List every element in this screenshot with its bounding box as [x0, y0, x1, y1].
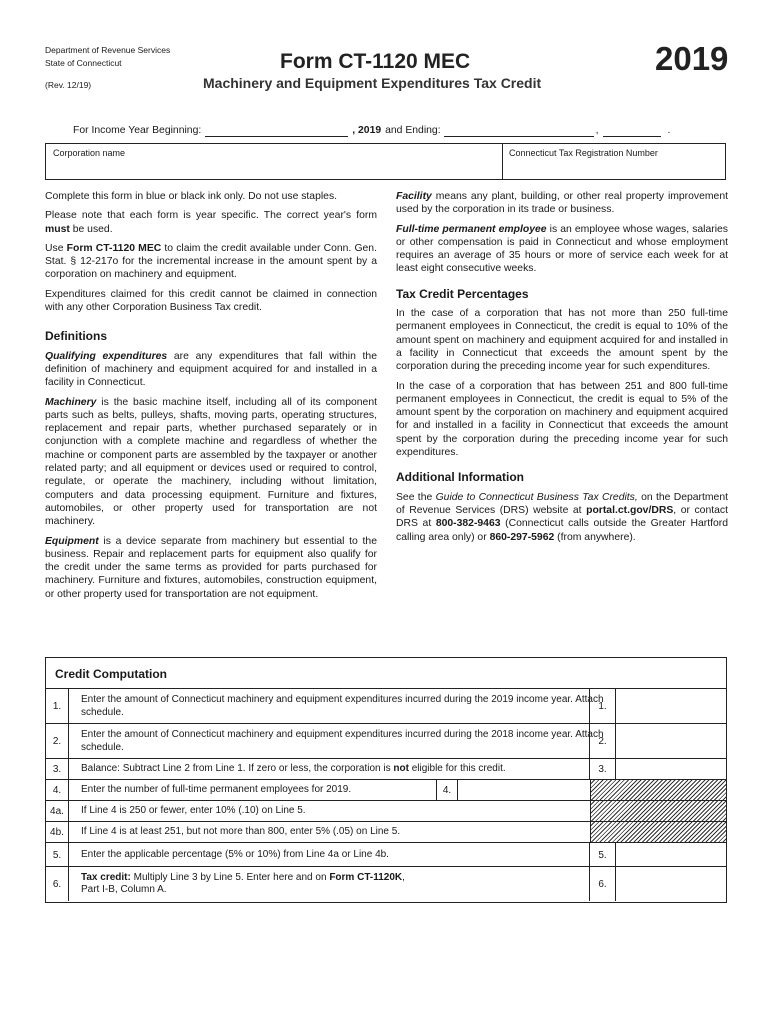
line-number: 2.: [46, 724, 69, 759]
drs-phone-2: 860-297-5962: [489, 531, 555, 543]
line-number: 4.: [46, 780, 69, 801]
expenditure-restriction: Expenditures claimed for this credit cannot be claimed in connection with any other Corporation Business Tax credit.: [45, 288, 377, 314]
line-description: Balance: Subtract Line 2 from Line 1. If zero or less, the corporation is not eligible for this credit.: [81, 763, 506, 775]
line-1-amount-field[interactable]: [616, 689, 726, 724]
table-row: [46, 800, 726, 822]
revision-date: (Rev. 12/19): [45, 80, 92, 90]
year-specific-note: Please note that each form is year specific. The correct year's form must be used.: [45, 210, 377, 235]
table-row: [46, 842, 726, 867]
line-description: Enter the amount of Connecticut machinery and equipment expenditures incurred during the 2018 income year. Attach schedule.: [81, 729, 604, 753]
credit-computation-heading: Credit Computation: [55, 667, 167, 681]
percentage-paragraph-1: In the case of a corporation that has not more than 250 full-time permanent employees in Connecticut, the credit is equal to 10% of the amount spent on machinery and equipment acquired for and installed in a facility in Connecticut that exceeds the amount spent by the corporation during the preceding income year for such expenditures.: [396, 308, 728, 373]
tax-registration-label: Connecticut Tax Registration Number: [509, 148, 658, 158]
state-name: State of Connecticut: [45, 58, 122, 68]
definition-qualifying-expenditures: Qualifying expenditures are any expenditures that fall within the definition of machinery and equipment acquired for and installed in a facility in Connecticut.: [45, 350, 377, 389]
corporation-name-label: Corporation name: [53, 148, 126, 158]
table-row: [46, 688, 726, 724]
income-year-line: [73, 124, 670, 137]
form-use-note: Use Form CT-1120 MEC to claim the credit available under Conn. Gen. Stat. § 12-217o for the incremental increase in the amount spent by a corporation on machinery and equipment.: [45, 242, 377, 281]
corporation-info-box: [45, 143, 726, 180]
table-row: [46, 723, 726, 759]
line-number: 4a.: [46, 801, 69, 822]
tax-registration-field[interactable]: [503, 144, 725, 179]
form-title: Form CT-1120 MEC: [280, 50, 471, 73]
line-label: 1.: [589, 689, 616, 724]
ending-date-field[interactable]: [444, 125, 594, 137]
income-year-beginning-label: For Income Year Beginning:: [73, 125, 202, 136]
ending-year-field[interactable]: [603, 125, 661, 137]
department-name: Department of Revenue Services: [45, 45, 171, 55]
definition-full-time-employee: Full-time permanent employee is an employee whose wages, salaries or other compensation is paid in Connecticut and whose employment requires an average of 35 hours or more of service each week for at least eight consecutive weeks.: [396, 223, 728, 275]
line-number: 5.: [46, 843, 69, 867]
line-description: Enter the number of full-time permanent employees for 2019.: [81, 784, 352, 796]
form-subtitle: Machinery and Equipment Expenditures Tax Credit: [203, 75, 542, 91]
table-row: [46, 866, 726, 901]
line-label: 3.: [589, 759, 616, 780]
line-label: 5.: [589, 843, 616, 867]
line-3-amount-field[interactable]: [616, 759, 726, 780]
additional-information-text: See the Guide to Connecticut Business Tax Credits, on the Department of Revenue Services (DRS) website at portal.ct.gov/DRS, or contact DRS at 800-382-9463 (Connecticut calls outside the Greater Hartford calling area only) or 860-297-5962 (from anywhere).: [396, 491, 729, 543]
definitions-heading: Definitions: [45, 329, 107, 344]
income-year-year: , 2019: [352, 125, 382, 136]
instructions-right-column: [396, 190, 728, 550]
line-label: 2.: [589, 724, 616, 759]
drs-phone-1: 800-382-9463: [435, 518, 501, 530]
line-6-tax-credit-field[interactable]: [616, 867, 726, 901]
income-year-ending-label: and Ending:: [385, 125, 441, 136]
line-4-employee-count-field[interactable]: [457, 780, 591, 801]
beginning-date-field[interactable]: [205, 125, 348, 137]
tax-credit-percentages-heading: Tax Credit Percentages: [396, 286, 529, 301]
additional-information-heading: Additional Information: [396, 470, 524, 485]
line-number: 1.: [46, 689, 69, 724]
percentage-paragraph-2: In the case of a corporation that has between 251 and 800 full-time permanent employees in Connecticut, the credit is equal to 5% of the amount spent by the corporation on machinery and equipment acquired for and installed in a facility in Connecticut that exceeds the amount spent by the corporation during the preceding income year for such expenditures.: [396, 380, 728, 459]
line-label: 6.: [589, 867, 616, 901]
credit-computation-table: [45, 657, 727, 903]
definition-equipment: Equipment is a device separate from machinery but essential to the business. Repair and replacement parts for equipment also qualify for the credit under the same terms as provided for parts purchased for machinery. Furniture and fixtures, automobiles, construction equipment, or other property used for transportation are not equipment.: [45, 535, 377, 600]
shaded-area: [590, 801, 726, 822]
line-description: Tax credit: Multiply Line 3 by Line 5. Enter here and on Form CT-1120K, Part I-B, Column A.: [81, 871, 405, 895]
line-2-amount-field[interactable]: [616, 724, 726, 759]
ink-instruction: Complete this form in blue or black ink only. Do not use staples.: [45, 191, 338, 202]
definition-facility: Facility means any plant, building, or other real property improvement used by the corporation in its trade or business.: [396, 191, 728, 216]
line-number: 4b.: [46, 822, 69, 843]
line-label: 4.: [436, 780, 458, 801]
line-description: If Line 4 is at least 251, but not more than 800, enter 5% (.05) on Line 5.: [81, 826, 401, 838]
shaded-area: [590, 822, 726, 843]
drs-website-link[interactable]: portal.ct.gov/DRS: [586, 504, 674, 516]
instructions-left-column: [45, 190, 377, 607]
table-row: [46, 758, 726, 780]
date-comma: ,: [595, 125, 599, 136]
line-number: 3.: [46, 759, 69, 780]
corporation-name-field[interactable]: [46, 144, 503, 179]
line-description: Enter the amount of Connecticut machinery and equipment expenditures incurred during the 2019 income year. Attach schedule.: [81, 694, 604, 718]
table-row: [46, 779, 726, 801]
line-description: If Line 4 is 250 or fewer, enter 10% (.10) on Line 5.: [81, 805, 306, 817]
line-description: Enter the applicable percentage (5% or 10%) from Line 4a or Line 4b.: [81, 848, 389, 860]
tax-year: 2019: [655, 40, 729, 77]
shaded-area: [590, 780, 726, 801]
date-period: .: [667, 125, 671, 136]
line-5-percentage-field[interactable]: [616, 843, 726, 867]
line-number: 6.: [46, 867, 69, 901]
definition-machinery: Machinery is the basic machine itself, including all of its component parts such as belts, pulleys, shafts, moving parts, operating structures, replacement and repair parts, whether purchased separately or in conjunction with a complete machine and regardless of whether the machine or component parts are assembled by the taxpayer or another related party; and all equipment or devices used or required to control, regulate, or operate the machinery, including without limitation, computers and data processing equipment. Furniture and fixtures, automobiles, or other property used for transportation are not machinery.: [45, 396, 377, 528]
table-row: [46, 821, 726, 843]
